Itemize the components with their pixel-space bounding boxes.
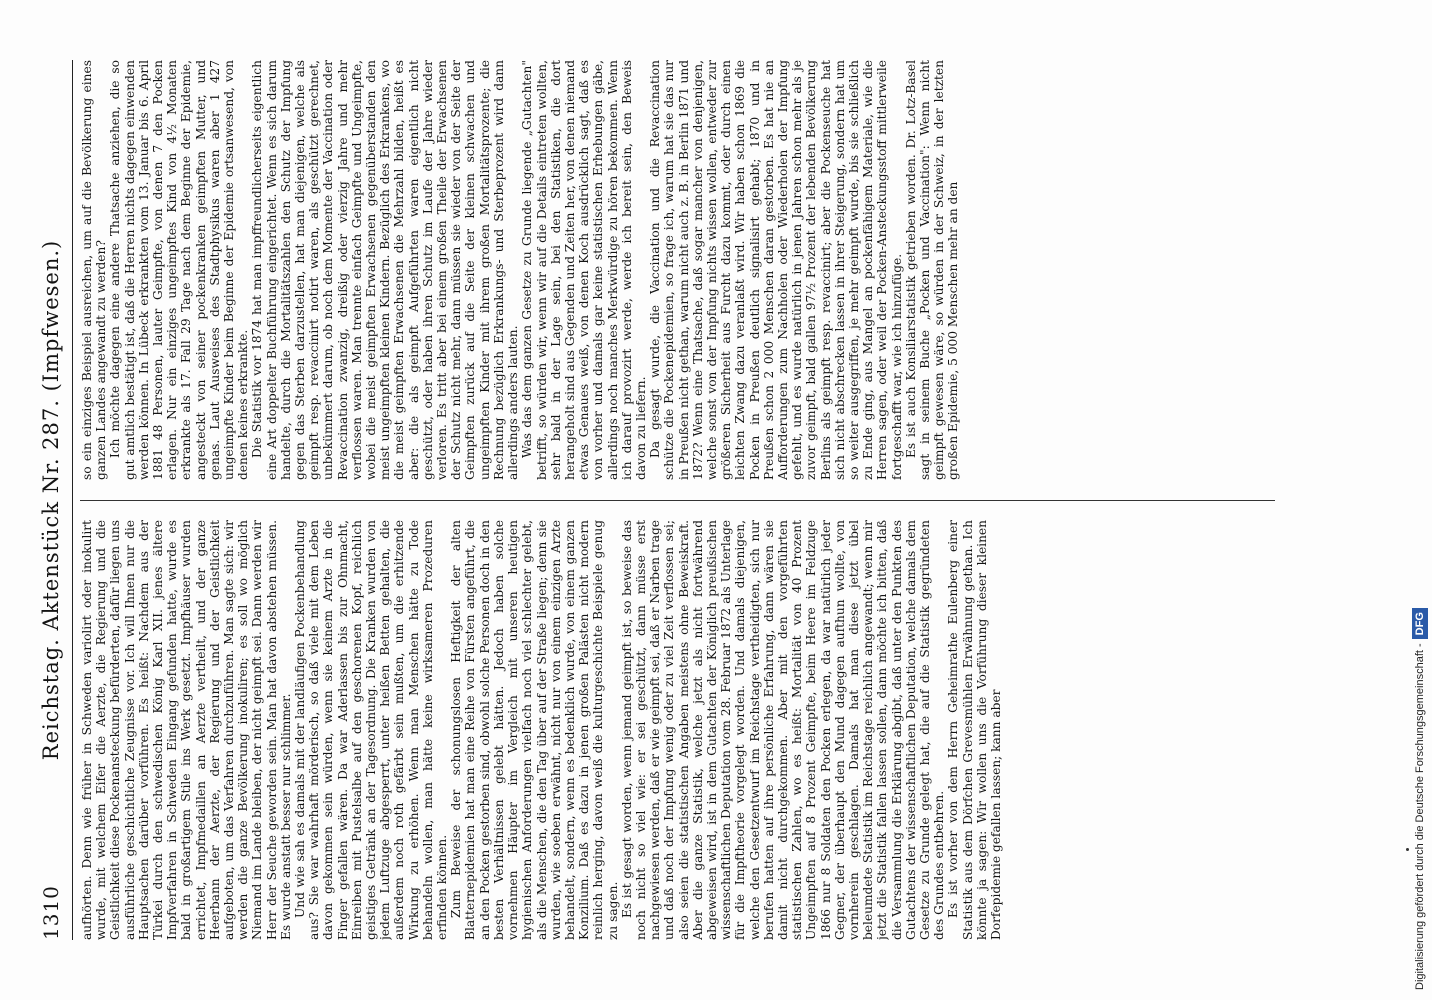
paragraph: Ich möchte dagegen eine andere Thatsache anziehen, die so gut amtlich bestätigt ist, daß die Herren nichts dagegen einwenden werden können. In Lübeck erkrankten vom 13. Januar bis 6. April 1881 48 Personen, lauter Geimpfte, von denen 7 den Pocken erlagen. Nur ein einziges ungeimpftes Kind von 4½ Monaten erkrankte als 17. Fall 29 Tage nach dem Beginne der Epidemie, angesteckt von seiner pockenkranken geimpften Mutter, und genas. Laut Ausweises des Stadtphysikus waren aber 1 427 ungeimpfte Kinder beim Beginne der Epidemie ortsanwesend, von denen keines erkrankte. xyxy=(108,60,251,480)
page-title: Reichstag. Aktenstück Nr. 287. (Impfwesen.) xyxy=(39,239,63,761)
credit-text: Digitalisierung gefördert durch die Deutsche Forschungsgemeinschaft - xyxy=(1414,643,1426,990)
dfg-logo: DFG xyxy=(1412,608,1428,639)
paragraph: Es ist vorher von dem Herrn Geheimrathe Eulenberg einer Statistik aus dem Dörfchen Grevesmühlen Erwähnung gethan. Ich könnte ja sagen: Wir wollen uns die Vorführung dieser kleinen Dorfepidemie gefallen lassen; kann aber xyxy=(946,520,1003,940)
page-number: 1310 xyxy=(39,885,63,940)
right-column xyxy=(80,60,1280,480)
page-header xyxy=(34,60,68,940)
paragraph: Es ist gesagt worden, wenn jemand geimpft ist, so beweise das noch nicht so viel wie: er sei geschützt, dann müsse erst nachgewiesen werden, daß er wie geimpft sei, daß er Narben trage und daß noch der Impfung wenig oder zu viel Zeit verflossen sei; also seien die statistischen Angaben meistens ohne Beweiskraft. Aber die ganze Statistik, welche jetzt als nicht fortwährend abgeweisen wird, ist in dem Gutachten der Königlich preußischen wissenschaftlichen Deputation vom 28. Februar 1872 als Unterlage für die Impftheorie vorgelegt worden. Und damals diejenigen, welche den Gesetzentwurf im Reichstage vertheidigten, sich nur berufen hatten auf ihre persönliche Erfahrung, dann wären sie damit nicht durchgekommen. Aber mit den vorgeführten statistischen Zahlen, wo es heißt: Mortalität von 40 Prozent Ungeimpften auf 8 Prozent Geimpfte, beim Heere im Feldzuge 1866 nur 8 Soldaten den Pocken erlegen, da war natürlich jeder Gegner, der überhaupt den Mund dagegen aufthun wollte, von vornherein geschlagen. Damals hat man diese jetzt übel beleumdete Statistik im Reichstage reichlich angewandt; wenn mir jetzt die Statistik fallen lassen sollen, dann möchte ich bitten, daß die Versammlung die Erklärung abgibt, daß unter den Punkten des Gutachtens der wissenschaftlichen Deputation, welche damals dem Gesetze zu Grunde gelegt hat, die auf die Statistik gegründeten des Grundes entbehren. xyxy=(619,520,947,940)
paragraph: Es ist auch Konsiliarstatistik getrieben worden. Dr. Lotz-Basel sagt in seinem Buche „Pocken und Vaccination": Wenn nicht geimpft gewesen wäre, so würden in der Schweiz, in der letzten großen Epidemie, 5 000 Menschen mehr an den xyxy=(903,60,961,480)
paragraph: aufhörten. Denn wie früher in Schweden variolirt oder inokulirt wurde, mit welchem Eifer die Aerzte, die Regierung und die Geistlichkeit diese Pockenansteckung befürderten, dafür liegen uns ausführliche geschichtliche Zeugnisse vor. Ich will Ihnen nur die Hauptsachen darüber vorführen. Es heißt: Nachdem aus der Türkei durch den schwedischen König Karl XII. jenes ältere Impfverfahren in Schweden Eingang gefunden hatte, wurde es bald in großartigem Stile ins Werk gesetzt. Impfhäuser wurden errichtet, Impfmedaillen an Aerzte vertheilt, und der ganze Heerbann der Aerzte, der Regierung und der Geistlichkeit aufgeboten, um das Verfahren durchzuführen. Man sagte sich: wir werden die ganze Bevölkerung inokuliren; es soll wo möglich Niemand im Lande bleiben, der nicht geimpft sei. Dann werden wir Herr der Seuche geworden sein. Man hat davon abstehen müssen. Es wurde anstatt besser nur schlimmer. xyxy=(80,520,293,940)
paragraph: Da gesagt wurde, die Vaccination und die Revaccination schütze die Pockenepidemien, so frage ich, warum hat sie das nur in Preußen nicht gethan, warum nicht auch z. B. in Berlin 1871 und 1872? Wenn eine Thatsache, daß sogar mancher von denjenigen, welche sonst von der Impfung nichts wissen wollen, entweder zur größeren Sicherheit aus Furcht dazu kommt, oder durch einen leichten Zwang dazu veranlaßt wird. Wir haben schon 1869 die Pocken in Preußen deutlich signalisirt gehabt; 1870 und in Preußen schon 2 000 Menschen daran gestorben. Es hat nie an Aufforderungen zum Nachholen oder Wiederholen der Impfung gefehlt, und es wurde natürlich in jenen Jahren schon mehr als je zuvor geimpft, bald gallen 97½ Prozent der lebenden Bevölkerung Berlins als geimpft resp. revaccinirt; aber die Pockenseuche hat sich nicht abschrecken lassen in ihrer Steigerung, sondern hat um so weiter ausgegriffen, je mehr geimpft wurde, bis sie schließlich zu Ende ging, aus Mangel an pockenfähigem Materiale, wie die Herren sagen, oder weil der Pocken-Ansteckungsstoff mittlerweile fortgeschafft war, wie ich hinzufüge. xyxy=(648,60,904,480)
paragraph: Und wie sah es damals mit der landläufigen Pockenbehandlung aus? Sie war wahrhaft mörderisch, so daß viele mit dem Leben davon gekommen sein würden, wenn sie keinem Arzte in die Finger gefallen wären. Da war Aderlassen bis zur Ohnmacht, Einreiben mit Pustelsalbe auf den geschorenen Kopf, reichlich geistiges Getränk an der Tagesordnung. Die Kranken wurden von jedem Luftzuge abgesperrt, unter heißen Betten gehalten, die außerdem noch roth gefärbt sein mußten, um die erhitzende Wirkung zu erhöhen. Wenn man Menschen hätte zu Tode behandeln wollen, man hätte keine wirksameren Prozeduren erfinden können. xyxy=(293,520,450,940)
header-rule xyxy=(72,60,73,940)
paragraph: Die Statistik vor 1874 hat man impffreundlicherseits eigentlich eine Art doppelter Buchführung eingerichtet. Wenn es sich darum handelte, durch die Mortalitätszahlen den Schutz der Impfung gegen das Sterben darzustellen, hat man diejenigen, welche als geimpft resp. revaccinirt notirt waren, als geschützt gerechnet, unbekümmert darum, ob noch dem Momente der Vaccination oder Revaccination zwanzig, dreißig oder vierzig Jahre und mehr verflossen waren. Man trennte einfach Geimpfte und Ungeimpfte, wobei die meist geimpften Erwachsenen gegenüberstanden den meist ungeimpften kleinen Kindern. Bezüglich des Erkrankens, wo die meist geimpften Erwachsenen die Mehrzahl bilden, heißt es aber: die als geimpft Aufgeführten waren eigentlich nicht geschützt, oder haben ihren Schutz im Laufe der Jahre wieder verloren. Es tritt aber bei einem großen Theile der Erwachsenen der Schutz nicht mehr, dann müssen sie wieder von der Seite der Geimpften zurück auf die Seite der kleinen schwachen und ungeimpften Kinder mit ihrem großen Mortalitätsprozente; die Rechnung bezüglich Erkrankungs- und Sterbeprozent wird dann allerdings anders lauten. xyxy=(250,60,521,480)
digitization-credit xyxy=(1408,0,1432,1000)
column-separator xyxy=(80,500,1275,501)
left-column xyxy=(80,520,1280,940)
paragraph: so ein einziges Beispiel ausreichen, um auf die Bevölkerung eines ganzen Landes angewandt zu werden? xyxy=(80,60,109,480)
paragraph: Was das dem ganzen Gesetze zu Grunde liegende „Gutachten" betrifft, so würden wir, wenn wir auf die Details eintreten wollten, sehr bald in der Lage sein, bei den Statistiken, die dort herangeholt sind aus Gegenden und Zeiten her, von denen niemand etwas Genaues weiß, von denen Koch ausdrücklich sagt, daß es von vorher und damals gar keine statistischen Erhebungen gäbe, allerdings noch manches Merkwürdige zu hören bekommen. Wenn ich darauf provozirt werde, werde ich bereit sein, den Beweis davon zu liefern. xyxy=(520,60,648,480)
paragraph: Zum Beweise der schonungslosen Heftigkeit der alten Blatternepidemien hat man eine Reihe von Fürsten angeführt, die an den Pocken gestorben sind, obwohl solche Personen doch in den besten Verhältnissen gelebt hätten. Jedoch haben solche vornehmen Häupter im Vergleich mit unseren heutigen hygienischen Anforderungen vielfach noch viel schlechter gelebt, als die Menschen, die den Tag über auf der Straße liegen; denn sie wurden, wie soeben erwähnt, nicht nur von einem einzigen Arzte behandelt, sondern, wenn es bedenklich wurde, von einem ganzen Konzilium. Daß es dazu in jenen großen Palästen nicht modern reinlich herging, davon weiß die kulturgeschichte Beispiele genug zu sagen. xyxy=(449,520,620,940)
